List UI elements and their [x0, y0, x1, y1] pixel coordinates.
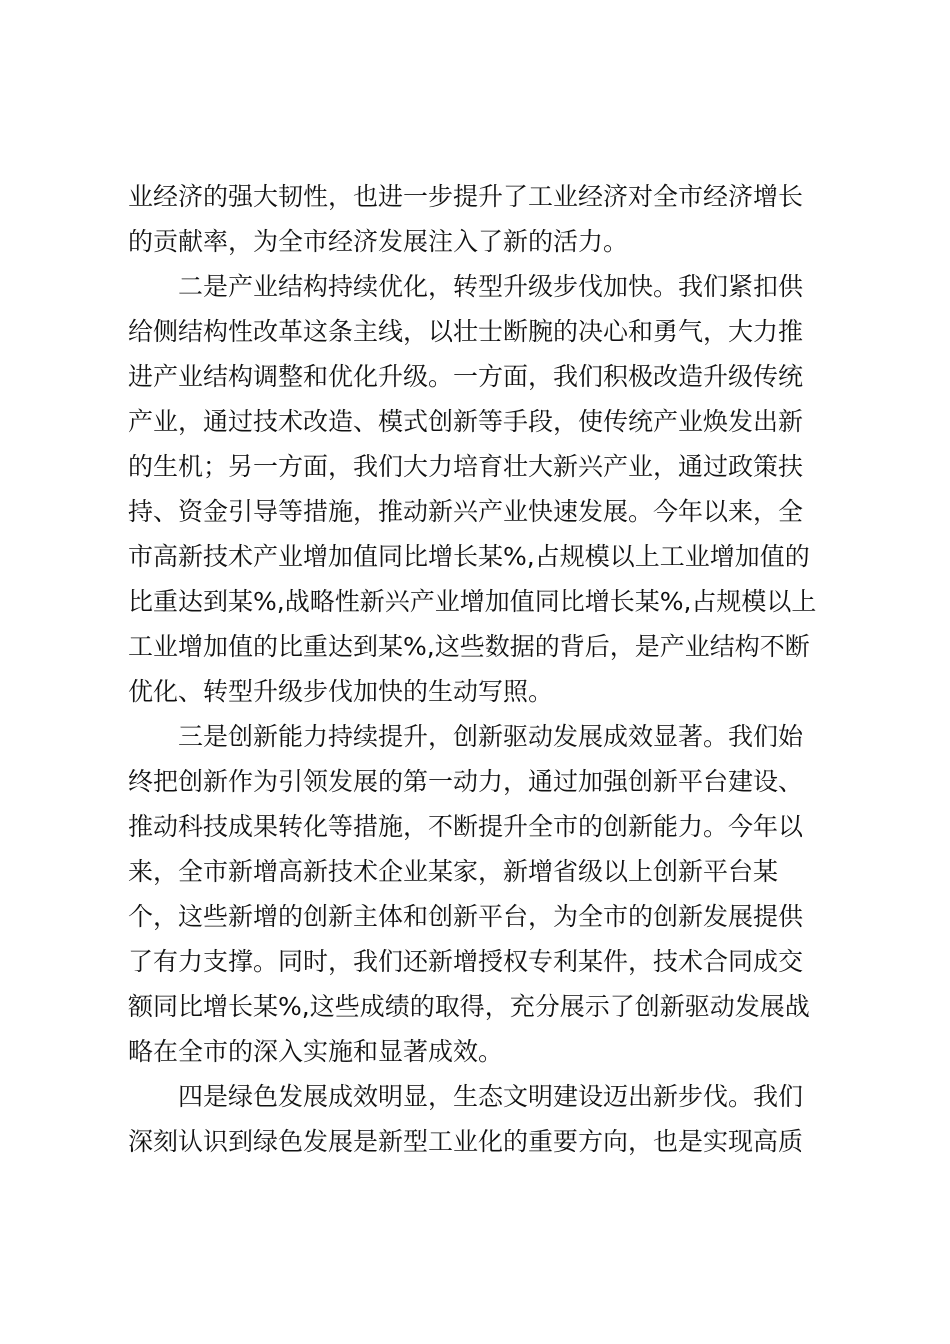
text-line: 终把创新作为引领发展的第一动力，通过加强创新平台建设、 — [128, 767, 804, 796]
text-line: 略在全市的深入实施和显著成效。 — [128, 1037, 504, 1066]
text-line: 市高新技术产业增加值同比增长某%,占规模以上工业增加值的 — [128, 542, 810, 571]
text-line: 给侧结构性改革这条主线，以壮士断腕的决心和勇气，大力推 — [128, 317, 804, 346]
text-line: 持、资金引导等措施，推动新兴产业快速发展。今年以来，全 — [128, 497, 804, 526]
text-line: 工业增加值的比重达到某%,这些数据的背后，是产业结构不断 — [128, 632, 810, 661]
paragraph-start-line: 四是绿色发展成效明显，生态文明建设迈出新步伐。我们 — [178, 1082, 804, 1111]
text-line: 来，全市新增高新技术企业某家，新增省级以上创新平台某 — [128, 857, 779, 886]
text-line: 进产业结构调整和优化升级。一方面，我们积极改造升级传统 — [128, 362, 804, 391]
text-line: 了有力支撑。同时，我们还新增授权专利某件，技术合同成交 — [128, 947, 804, 976]
text-line: 产业，通过技术改造、模式创新等手段，使传统产业焕发出新 — [128, 407, 804, 436]
text-line: 优化、转型升级步伐加快的生动写照。 — [128, 677, 554, 706]
text-line: 推动科技成果转化等措施，不断提升全市的创新能力。今年以 — [128, 812, 804, 841]
text-line: 的贡献率，为全市经济发展注入了新的活力。 — [128, 227, 629, 256]
text-line: 的生机；另一方面，我们大力培育壮大新兴产业，通过政策扶 — [128, 452, 804, 481]
text-line: 业经济的强大韧性，也进一步提升了工业经济对全市经济增长 — [128, 182, 804, 211]
text-line: 深刻认识到绿色发展是新型工业化的重要方向，也是实现高质 — [128, 1127, 804, 1156]
paragraph-start-line: 二是产业结构持续优化，转型升级步伐加快。我们紧扣供 — [178, 272, 804, 301]
text-line: 个，这些新增的创新主体和创新平台，为全市的创新发展提供 — [128, 902, 804, 931]
paragraph-start-line: 三是创新能力持续提升，创新驱动发展成效显著。我们始 — [178, 722, 804, 751]
text-line: 比重达到某%,战略性新兴产业增加值同比增长某%,占规模以上 — [128, 587, 817, 616]
body-text — [128, 174, 838, 1164]
text-line: 额同比增长某%,这些成绩的取得，充分展示了创新驱动发展战 — [128, 992, 810, 1021]
